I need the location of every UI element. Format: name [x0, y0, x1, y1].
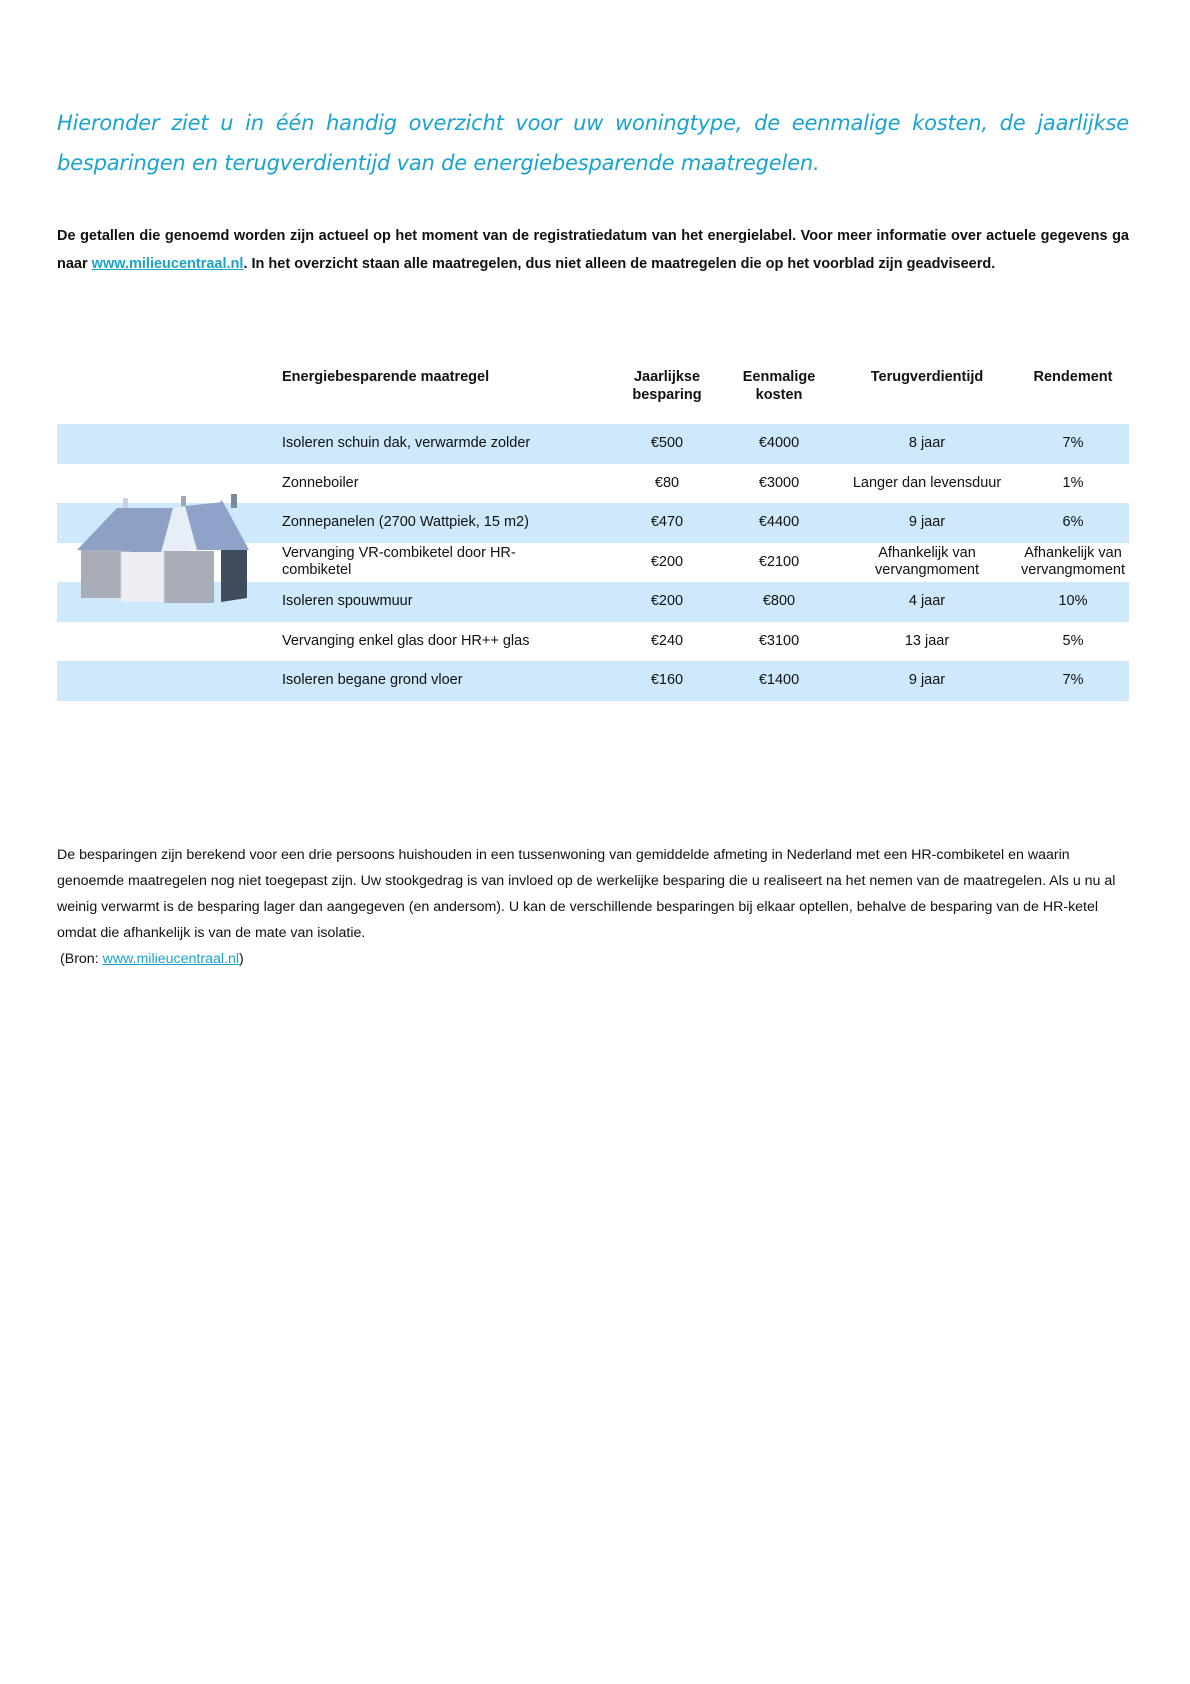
header-yield: Rendement	[1033, 369, 1113, 385]
source-link[interactable]: www.milieucentraal.nl	[102, 951, 239, 967]
intro-text: Hieronder ziet u in één handig overzicht voor uw woningtype, de eenmalige kosten, de jaarlijkse besparingen en terugverdientijd van de energiebesparende maatregelen.	[57, 111, 1129, 175]
header-one-time-cost-line2: kosten	[755, 387, 803, 403]
cell-one-time-cost: €4400	[758, 514, 800, 531]
cell-payback: Langer dan levensduur	[852, 474, 1002, 491]
cell-payback: 9 jaar	[908, 514, 946, 531]
measures-table	[57, 360, 1129, 689]
cell-yield: 7%	[1062, 672, 1084, 689]
source-suffix: )	[239, 951, 244, 967]
cell-measure: Isoleren spouwmuur	[282, 593, 413, 610]
cell-measure: Isoleren begane grond vloer	[282, 672, 463, 689]
table-row	[57, 661, 1129, 701]
terraced-house-icon	[73, 490, 255, 605]
table-header	[57, 360, 1129, 424]
header-one-time-cost-line1: Eenmalige	[742, 369, 816, 385]
cell-one-time-cost: €1400	[758, 672, 800, 689]
header-one-time-cost	[729, 368, 829, 404]
table-row	[57, 424, 1129, 464]
notice-text	[57, 222, 1129, 278]
cell-payback: Afhankelijk van vervangmoment	[875, 545, 979, 579]
cell-one-time-cost: €2100	[758, 553, 800, 570]
cell-annual-saving: €470	[650, 514, 684, 531]
source-line	[60, 946, 244, 972]
cell-annual-saving: €200	[650, 553, 684, 570]
cell-yield: 6%	[1062, 514, 1084, 531]
cell-annual-saving: €200	[650, 593, 684, 610]
cell-payback: 8 jaar	[908, 435, 946, 452]
cell-one-time-cost: €4000	[758, 435, 800, 452]
cell-payback: 4 jaar	[908, 593, 946, 610]
header-measure: Energiebesparende maatregel	[282, 369, 490, 385]
cell-annual-saving: €240	[650, 632, 684, 649]
table-row	[57, 622, 1129, 662]
cell-yield: 10%	[1058, 593, 1088, 610]
cell-annual-saving: €160	[650, 672, 684, 689]
header-annual-saving-line2: besparing	[632, 387, 702, 403]
cell-yield: Afhankelijk van vervangmoment	[1021, 545, 1125, 579]
cell-payback: 13 jaar	[904, 632, 950, 649]
cell-annual-saving: €500	[650, 435, 684, 452]
cell-measure: Zonnepanelen (2700 Wattpiek, 15 m2)	[282, 514, 529, 531]
cell-annual-saving: €80	[654, 474, 680, 491]
cell-measure: Vervanging enkel glas door HR++ glas	[282, 632, 530, 649]
notice-text-after-link: . In het overzicht staan alle maatregelen, dus niet alleen de maatregelen die op het voorblad zijn geadviseerd.	[243, 256, 996, 272]
milieucentraal-link[interactable]: www.milieucentraal.nl	[91, 256, 244, 272]
notice-text-before-link: De getallen die genoemd worden zijn actueel op het moment van de registratiedatum van het energielabel. Voor meer informatie over actuele gegevens ga naar	[57, 228, 1129, 272]
cell-one-time-cost: €3100	[758, 632, 800, 649]
cell-measure: Vervanging VR-combiketel door HR-combiketel	[282, 545, 516, 579]
cell-measure: Zonneboiler	[282, 474, 359, 491]
cell-yield: 1%	[1062, 474, 1084, 491]
cell-yield: 5%	[1062, 632, 1084, 649]
header-annual-saving	[617, 368, 717, 404]
header-annual-saving-line1: Jaarlijkse	[633, 369, 701, 385]
header-payback: Terugverdientijd	[870, 369, 984, 385]
source-prefix: (Bron:	[60, 951, 103, 967]
footnote-text: De besparingen zijn berekend voor een drie persoons huishouden in een tussenwoning van gemiddelde afmeting in Nederland met een HR-combiketel en waarin genoemde maatregelen nog niet toegepast zijn. Uw stookgedrag is van invloed op de werkelijke besparing die u realiseert na het nemen van de maatregelen. Als u nu al weinig verwarmt is de besparing lager dan aangegeven (en andersom). U kan de verschillende besparingen bij elkaar optellen, behalve de besparing van de HR-ketel omdat die afhankelijk is van de mate van isolatie.	[57, 847, 1116, 941]
cell-yield: 7%	[1062, 435, 1084, 452]
cell-payback: 9 jaar	[908, 672, 946, 689]
cell-one-time-cost: €800	[762, 593, 796, 610]
cell-one-time-cost: €3000	[758, 474, 800, 491]
cell-measure: Isoleren schuin dak, verwarmde zolder	[282, 435, 531, 452]
